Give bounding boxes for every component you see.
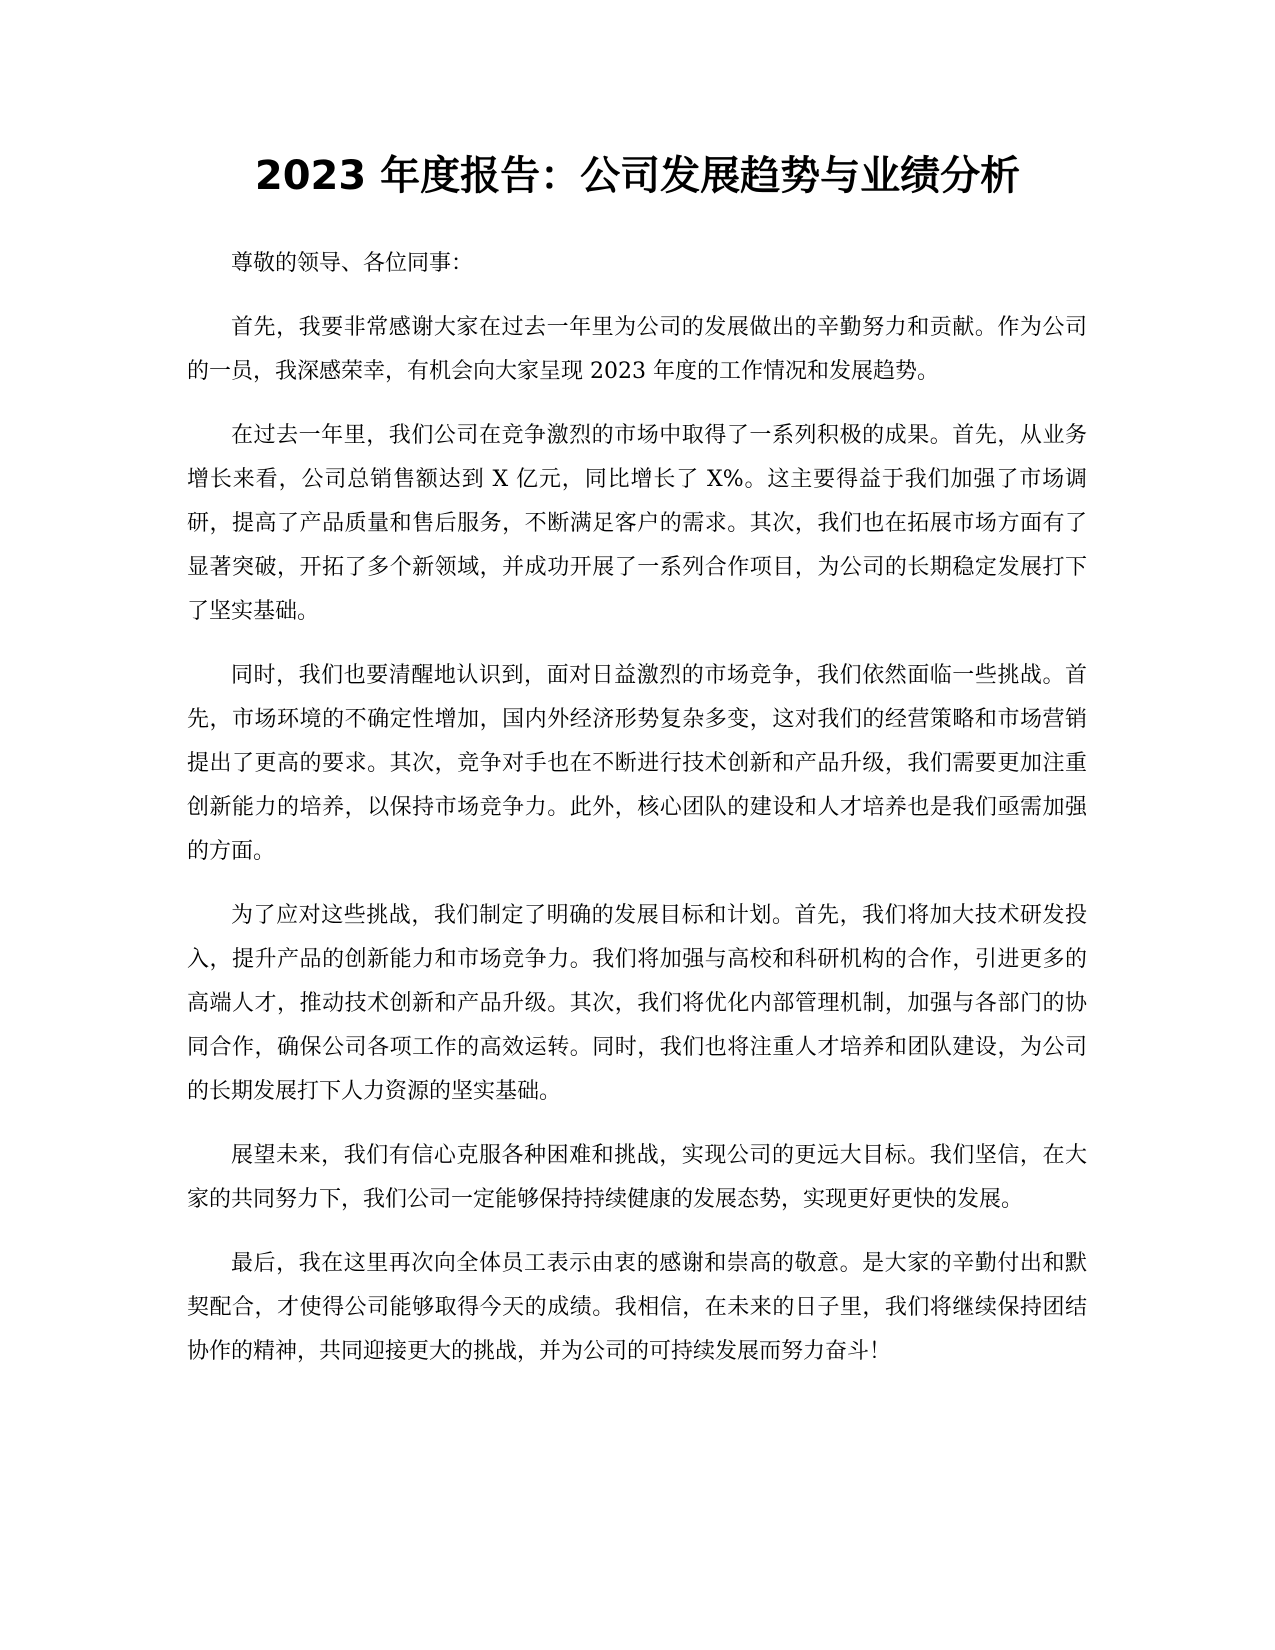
body-paragraph: 最后，我在这里再次向全体员工表示由衷的感谢和崇高的敬意。是大家的辛勤付出和默契配合，才使得公司能够取得今天的成绩。我相信，在未来的日子里，我们将继续保持团结协作的精神，共同迎接更大的挑战，并为公司的可持续发展而努力奋斗！	[187, 1251, 1087, 1364]
body-paragraph: 为了应对这些挑战，我们制定了明确的发展目标和计划。首先，我们将加大技术研发投入，提升产品的创新能力和市场竞争力。我们将加强与高校和科研机构的合作，引进更多的高端人才，推动技术创新和产品升级。其次，我们将优化内部管理机制，加强与各部门的协同合作，确保公司各项工作的高效运转。同时，我们也将注重人才培养和团队建设，为公司的长期发展打下人力资源的坚实基础。	[187, 903, 1087, 1104]
body-paragraph: 在过去一年里，我们公司在竞争激烈的市场中取得了一系列积极的成果。首先，从业务增长来看，公司总销售额达到 X 亿元，同比增长了 X%。这主要得益于我们加强了市场调研，提高了产品质量和售后服务，不断满足客户的需求。其次，我们也在拓展市场方面有了显著突破，开拓了多个新领域，并成功开展了一系列合作项目，为公司的长期稳定发展打下了坚实基础。	[187, 423, 1087, 624]
body-paragraph: 展望未来，我们有信心克服各种困难和挑战，实现公司的更远大目标。我们坚信，在大家的共同努力下，我们公司一定能够保持持续健康的发展态势，实现更好更快的发展。	[187, 1143, 1087, 1212]
body-paragraph: 首先，我要非常感谢大家在过去一年里为公司的发展做出的辛勤努力和贡献。作为公司的一员，我深感荣幸，有机会向大家呈现 2023 年度的工作情况和发展趋势。	[187, 315, 1087, 384]
greeting-paragraph: 尊敬的领导、各位同事：	[231, 251, 474, 276]
document-body	[187, 242, 1087, 1394]
document-title: 2023 年度报告：公司发展趋势与业绩分析	[254, 153, 1021, 199]
body-paragraph: 同时，我们也要清醒地认识到，面对日益激烈的市场竞争，我们依然面临一些挑战。首先，市场环境的不确定性增加，国内外经济形势复杂多变，这对我们的经营策略和市场营销提出了更高的要求。其次，竞争对手也在不断进行技术创新和产品升级，我们需要更加注重创新能力的培养，以保持市场竞争力。此外，核心团队的建设和人才培养也是我们亟需加强的方面。	[187, 663, 1087, 864]
